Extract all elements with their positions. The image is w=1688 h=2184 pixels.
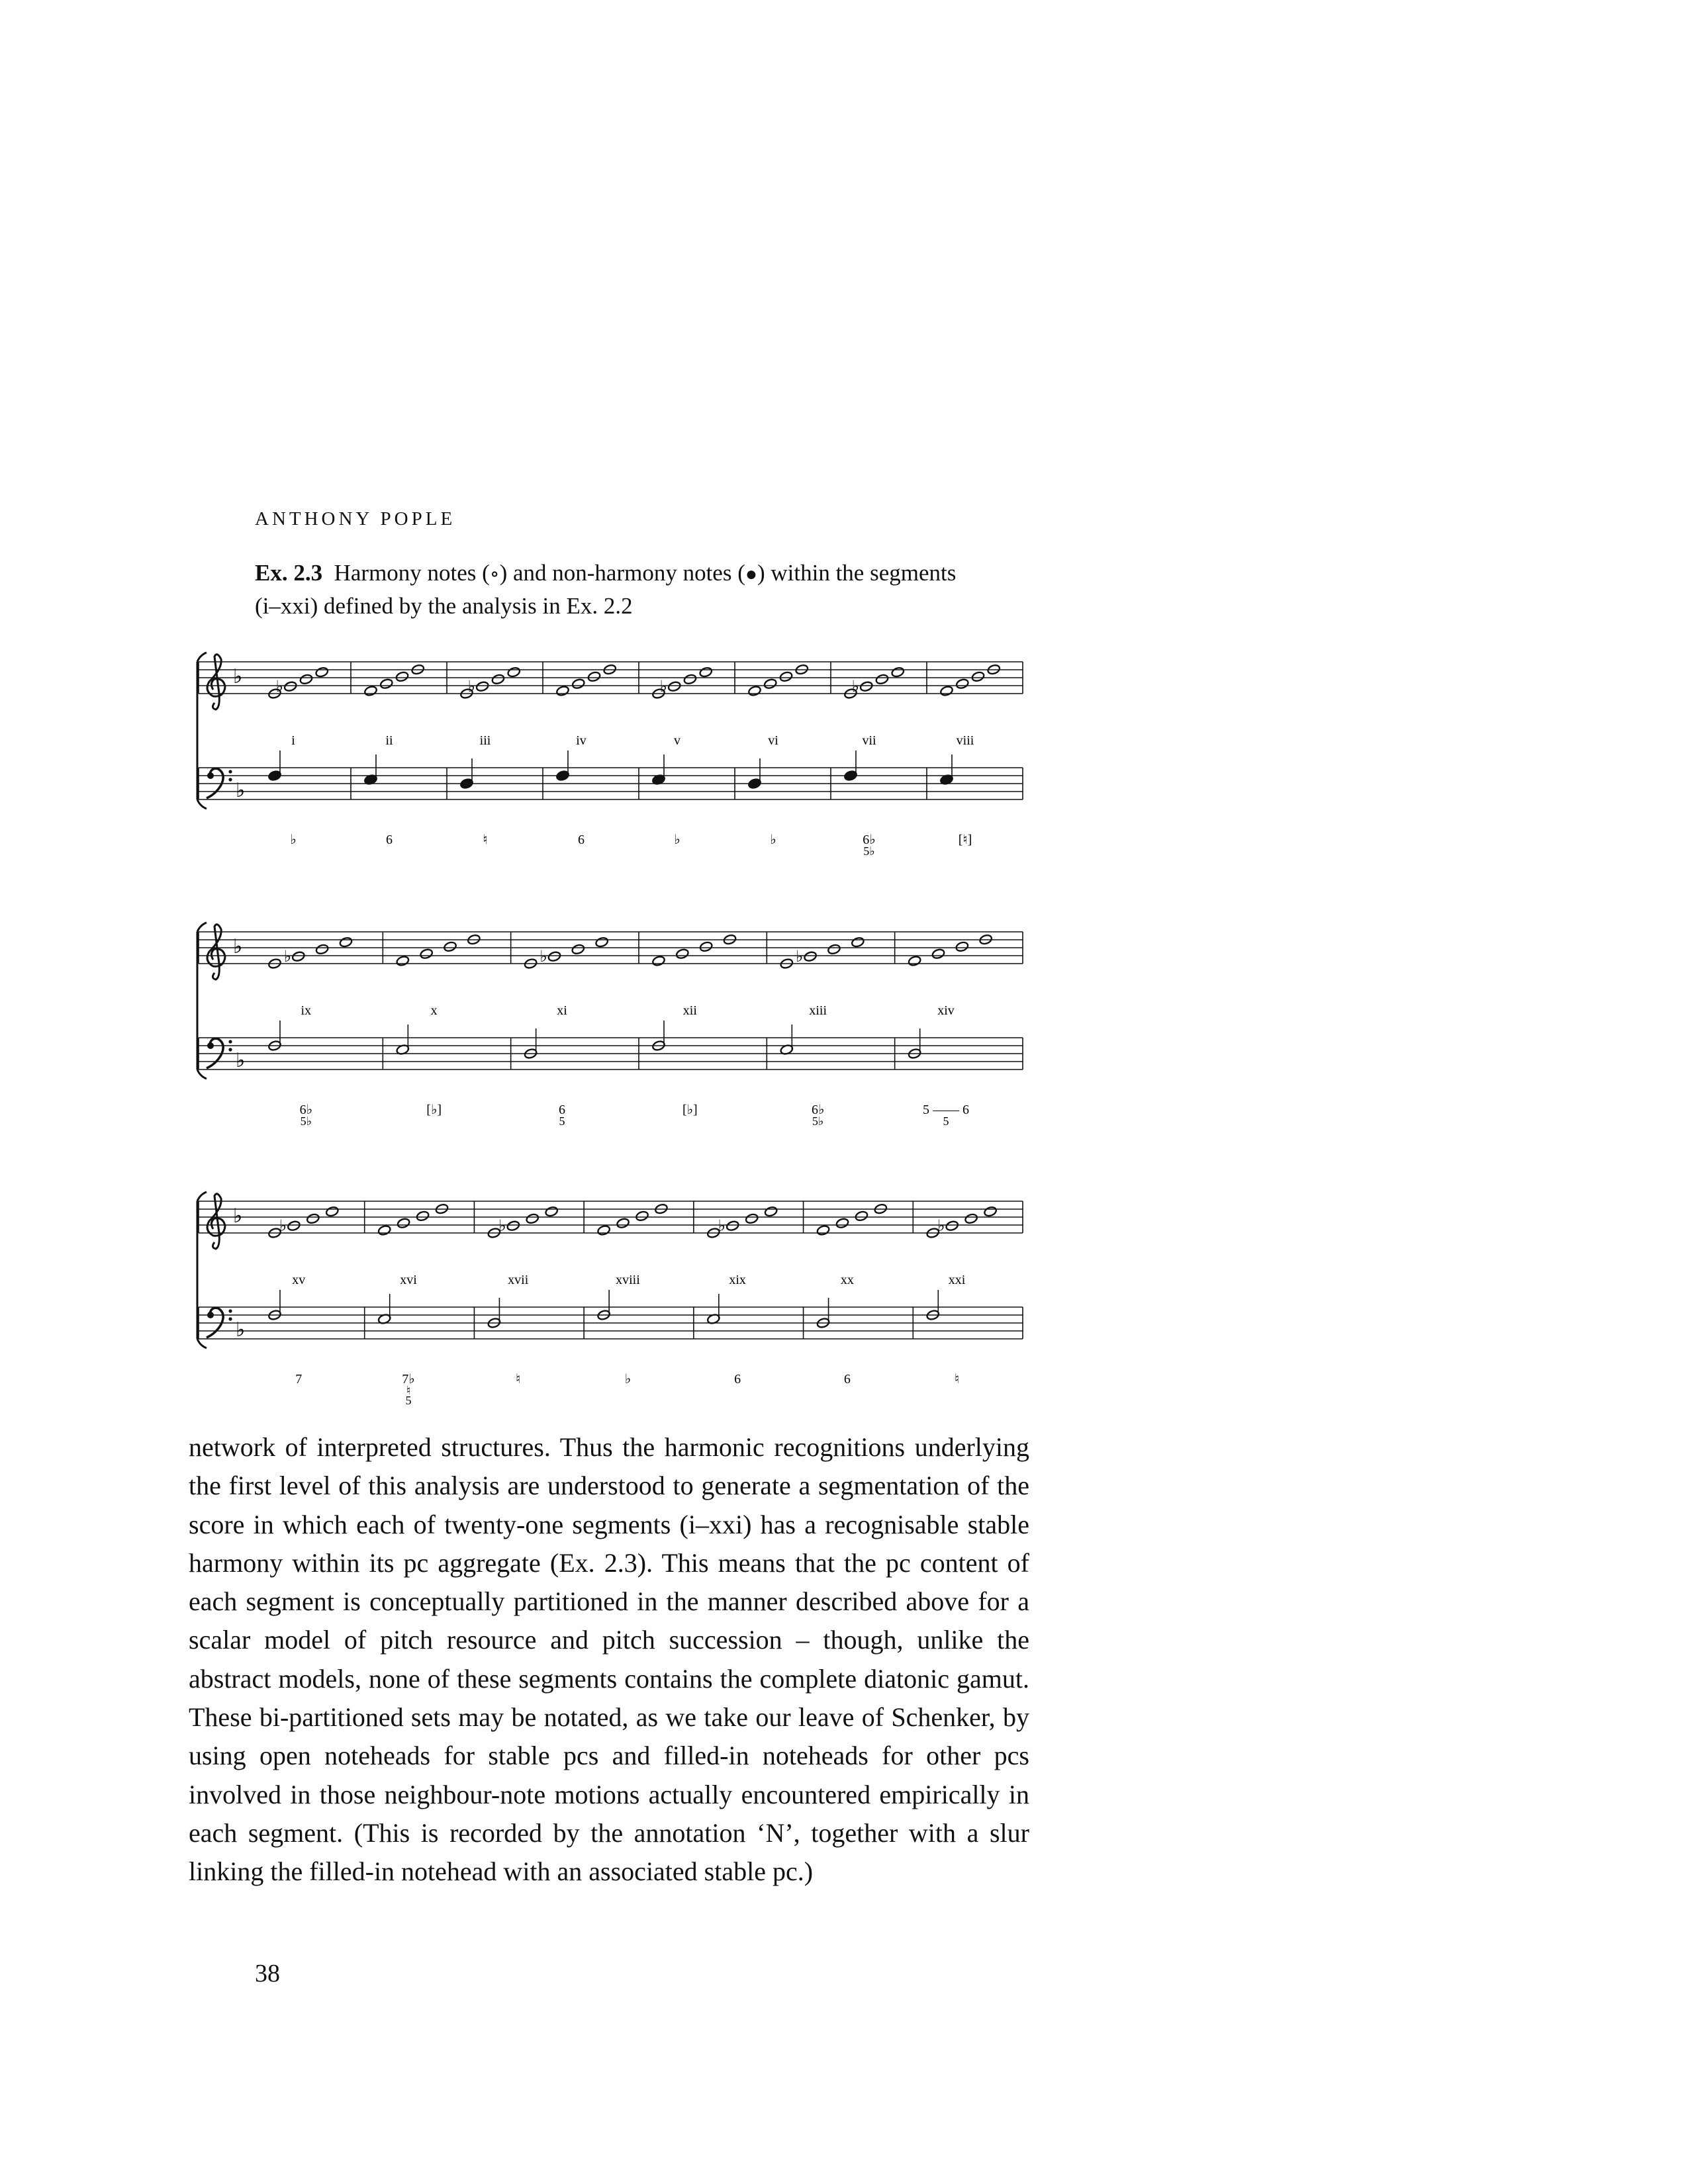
harmony-notehead (571, 678, 585, 689)
harmony-notehead (397, 1217, 410, 1228)
harmony-notehead (306, 1213, 320, 1224)
flat-accidental: ♭ (796, 948, 804, 966)
harmony-notehead (325, 1206, 339, 1217)
flat-accidental: ♭ (467, 678, 476, 696)
segment-label: viii (956, 733, 974, 748)
figured-bass-middle: 5♭ (300, 1115, 312, 1128)
harmony-notehead (699, 666, 713, 678)
figured-bass-top: 6 (734, 1372, 741, 1387)
harmony-notehead (764, 1206, 778, 1217)
harmony-notehead (507, 666, 521, 678)
harmony-notehead (955, 941, 969, 952)
harmony-notehead (555, 685, 569, 696)
segment-label: ix (301, 1003, 312, 1018)
harmony-notehead (939, 685, 953, 696)
harmony-notehead (667, 680, 681, 692)
flat-accidental: ♭ (279, 1218, 287, 1236)
segment-label: xvii (508, 1273, 529, 1287)
segment-label: vii (862, 733, 876, 748)
figured-bass-top: [♮] (958, 833, 972, 847)
segment-label: xvi (400, 1273, 417, 1287)
harmony-notehead (395, 671, 409, 682)
harmony-notehead (396, 955, 410, 966)
segment-label: xxi (948, 1273, 966, 1287)
harmony-notehead (891, 666, 905, 678)
harmony-notehead (379, 678, 393, 689)
harmony-notehead (287, 1220, 301, 1231)
figured-bass-top: ♭ (624, 1372, 632, 1387)
segment-label: i (291, 733, 295, 748)
harmony-notehead (875, 674, 889, 685)
figured-bass-middle: 5♭ (863, 844, 875, 858)
harmony-notehead (984, 1206, 998, 1217)
segment-label: v (674, 733, 680, 748)
key-signature-flat: ♭ (236, 1319, 246, 1341)
flat-accidental: ♭ (498, 1218, 506, 1236)
figured-bass-top: [♭] (682, 1103, 698, 1117)
figured-bass-top: 5 —— 6 (923, 1103, 969, 1117)
segment-label: xx (840, 1273, 854, 1287)
harmony-notehead (571, 944, 585, 955)
harmony-notehead (955, 678, 969, 689)
harmony-notehead (683, 674, 697, 685)
figured-bass-top: ♭ (290, 833, 297, 847)
figured-bass-top: ♭ (674, 833, 680, 847)
harmony-notehead (416, 1210, 430, 1222)
treble-clef (207, 1194, 225, 1249)
harmony-notehead (315, 666, 329, 678)
segment-label: x (430, 1003, 438, 1018)
figured-bass-middle: 5 (943, 1115, 949, 1128)
harmony-notehead (595, 936, 609, 948)
figured-bass-middle: ♮ (406, 1384, 411, 1397)
figured-bass-top: [♭] (426, 1103, 442, 1117)
harmony-notehead (526, 1213, 539, 1224)
segment-label: xiv (937, 1003, 955, 1018)
harmony-notehead (726, 1220, 739, 1231)
body-paragraph: network of interpreted structures. Thus the harmonic recognitions underlying the first level of this analysis are understood to generate a segmentation of the score in which each of twenty-one segments (i–xxi) has a recognisable stable harmony within its pc aggregate (Ex. 2.3). This means that the pc content of each segment is conceptually partitioned in the manner described above for a scalar model of pitch resource and pitch succession – though, unlike the abstract models, none of these segments contains the complete diatonic gamut. These bi-partitioned sets may be notated, as we take our leave of Schenker, by using open noteheads for stable pcs and filled-in noteheads for other pcs involved in those neighbour-note motions actually encountered empirically in each segment. (This is recorded by the annotation ‘N’, together with a slur linking the filled-in notehead with an associated stable pc.) (189, 1432, 1029, 1887)
harmony-notehead (651, 955, 665, 966)
harmony-notehead (283, 680, 297, 692)
harmony-notehead (363, 685, 377, 696)
figured-bass-top: 6 (386, 833, 393, 847)
harmony-notehead (851, 936, 865, 948)
flat-accidental: ♭ (718, 1218, 726, 1236)
figured-bass-top: ♮ (516, 1372, 521, 1387)
harmony-notehead (816, 1224, 830, 1236)
harmony-notehead (908, 955, 921, 966)
harmony-notehead (443, 941, 457, 952)
harmony-notehead (420, 948, 434, 959)
harmony-notehead (506, 1220, 520, 1231)
harmony-notehead (835, 1217, 849, 1228)
figured-bass-top: 6♭ (299, 1103, 313, 1117)
flat-accidental: ♭ (275, 678, 284, 696)
harmony-notehead (964, 1213, 978, 1224)
harmony-notehead (635, 1210, 649, 1222)
figured-bass-top: 6 (559, 1103, 565, 1117)
flat-accidental: ♭ (659, 678, 668, 696)
key-signature-flat: ♭ (233, 936, 243, 958)
figured-bass-middle: 5♭ (812, 1115, 824, 1128)
page-number: 38 (255, 1960, 280, 1987)
example-label: Ex. 2.3 (255, 560, 323, 586)
segment-label: xii (682, 1003, 697, 1018)
flat-accidental: ♭ (283, 948, 292, 966)
harmony-notehead (763, 678, 777, 689)
harmony-notehead (804, 950, 818, 962)
harmony-notehead (299, 674, 313, 685)
figured-bass-top: 6♭ (863, 833, 876, 847)
key-signature-flat: ♭ (233, 1205, 243, 1227)
example-caption (255, 557, 1036, 622)
harmony-notehead (587, 671, 601, 682)
harmony-notehead (747, 685, 761, 696)
flat-accidental: ♭ (539, 948, 547, 966)
harmony-notehead (616, 1217, 630, 1228)
figured-bass-top: 7♭ (402, 1372, 415, 1387)
music-system-1 (192, 645, 1026, 860)
segment-label: vi (768, 733, 778, 748)
harmony-notehead (931, 948, 945, 959)
figured-bass-top: ♮ (483, 833, 488, 847)
segment-label: ii (385, 733, 393, 748)
caption-text-3: ) within the segments (757, 560, 957, 586)
figured-bass-top: 6 (578, 833, 585, 847)
figured-bass-top: ♮ (954, 1372, 960, 1387)
music-system-2 (192, 915, 1026, 1130)
figured-bass-top: 6 (843, 1372, 851, 1387)
segment-label: xviii (616, 1273, 640, 1287)
flat-accidental: ♭ (937, 1218, 945, 1236)
harmony-notehead (377, 1224, 391, 1236)
flat-accidental: ♭ (851, 678, 860, 696)
running-head: ANTHONY POPLE (255, 508, 456, 529)
segment-label: xi (557, 1003, 567, 1018)
key-signature-flat: ♭ (236, 780, 246, 801)
harmony-notehead (745, 1213, 759, 1224)
open-notehead-glyph: ∘ (489, 563, 500, 585)
harmony-notehead (699, 941, 713, 952)
key-signature-flat: ♭ (236, 1050, 246, 1071)
treble-clef (207, 655, 225, 709)
figured-bass-top: 7 (295, 1372, 303, 1387)
caption-text-1: Harmony notes ( (334, 560, 490, 586)
harmony-notehead (945, 1220, 959, 1231)
filled-notehead-glyph: ● (745, 563, 757, 585)
harmony-notehead (315, 944, 329, 955)
harmony-notehead (545, 1206, 559, 1217)
harmony-notehead (971, 671, 985, 682)
caption-text-4: (i–xxi) defined by the analysis in Ex. 2.2 (255, 593, 633, 619)
segment-label: xiii (809, 1003, 827, 1018)
harmony-notehead (859, 680, 873, 692)
harmony-notehead (855, 1210, 868, 1222)
figured-bass-bottom: 5 (405, 1394, 412, 1407)
figured-bass-middle: 5 (559, 1115, 565, 1128)
harmony-notehead (827, 944, 841, 955)
music-system-3 (192, 1185, 1026, 1407)
harmony-notehead (547, 950, 561, 962)
segment-label: iv (576, 733, 586, 748)
harmony-notehead (475, 680, 489, 692)
harmony-notehead (675, 948, 689, 959)
harmony-notehead (491, 674, 505, 685)
segment-label: xix (729, 1273, 746, 1287)
key-signature-flat: ♭ (233, 666, 243, 688)
segment-label: xv (292, 1273, 306, 1287)
segment-label: iii (479, 733, 491, 748)
figured-bass-top: ♭ (770, 833, 776, 847)
harmony-notehead (597, 1224, 611, 1236)
treble-clef (207, 925, 225, 979)
harmony-notehead (339, 936, 353, 948)
harmony-notehead (779, 671, 793, 682)
figured-bass-top: 6♭ (811, 1103, 825, 1117)
caption-text-2: ) and non-harmony notes ( (499, 560, 745, 586)
harmony-notehead (291, 950, 305, 962)
